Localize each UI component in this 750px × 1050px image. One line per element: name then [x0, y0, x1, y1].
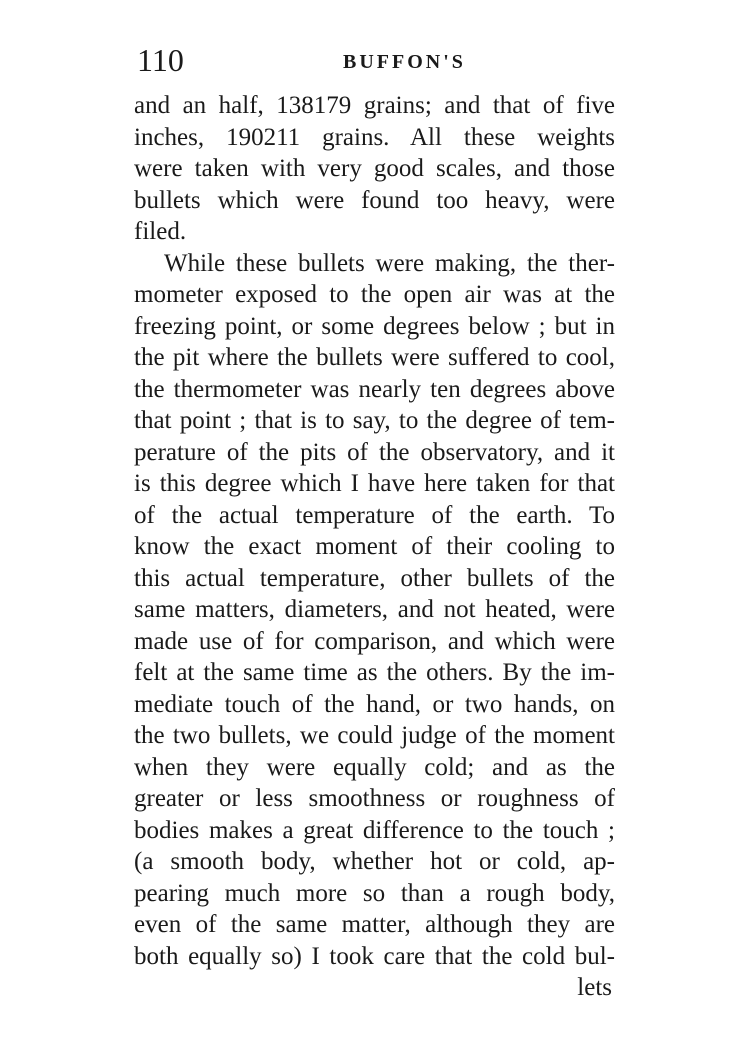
paragraph-start-line: While these bullets were making, the ther-: [164, 249, 615, 277]
text-line: both equally so) I took care that the cold bul-: [134, 942, 615, 970]
text-line: filed.: [134, 218, 187, 245]
catchword: lets: [577, 974, 612, 1001]
text-line: mometer exposed to the open air was at the: [134, 281, 615, 308]
text-line: the pit where the bullets were suffered to cool,: [134, 344, 615, 371]
text-line: inches, 190211 grains. All these weights: [134, 123, 615, 151]
text-line: this actual temperature, other bullets of the: [134, 564, 615, 592]
text-line: perature of the pits of the observatory, and it: [134, 438, 615, 466]
running-head: [137, 40, 627, 80]
text-line: greater or less smoothness or roughness of: [134, 785, 615, 812]
text-line: that point ; that is to say, to the degree of tem-: [134, 407, 615, 434]
text-line: when they were equally cold; and as the: [134, 753, 615, 781]
text-line: even of the same matter, although they are: [134, 911, 615, 938]
text-line: is this degree which I have here taken for that: [134, 470, 615, 497]
text-line: were taken with very good scales, and those: [134, 155, 615, 182]
page-number: 110: [137, 42, 184, 78]
text-line: pearing much more so than a rough body,: [134, 879, 615, 907]
text-line: and an half, 138179 grains; and that of five: [134, 92, 615, 119]
text-line: freezing point, or some degrees below ; but in: [134, 312, 615, 340]
text-line: mediate touch of the hand, or two hands, on: [134, 690, 615, 718]
text-line: felt at the same time as the others. By the im-: [134, 659, 615, 686]
text-line: the two bullets, we could judge of the moment: [134, 722, 615, 749]
text-line: (a smooth body, whether hot or cold, ap-: [134, 848, 615, 875]
text-line: same matters, diameters, and not heated, were: [134, 596, 615, 623]
running-title: BUFFON'S: [343, 51, 466, 73]
text-line: bodies makes a great difference to the touch ;: [134, 816, 615, 844]
text-line: bullets which were found too heavy, were: [134, 186, 615, 214]
text-line: the thermometer was nearly ten degrees above: [134, 375, 615, 403]
body-text: [134, 90, 615, 972]
text-line: know the exact moment of their cooling to: [134, 533, 615, 560]
text-line: of the actual temperature of the earth. To: [134, 501, 615, 529]
text-line: made use of for comparison, and which were: [134, 627, 615, 655]
